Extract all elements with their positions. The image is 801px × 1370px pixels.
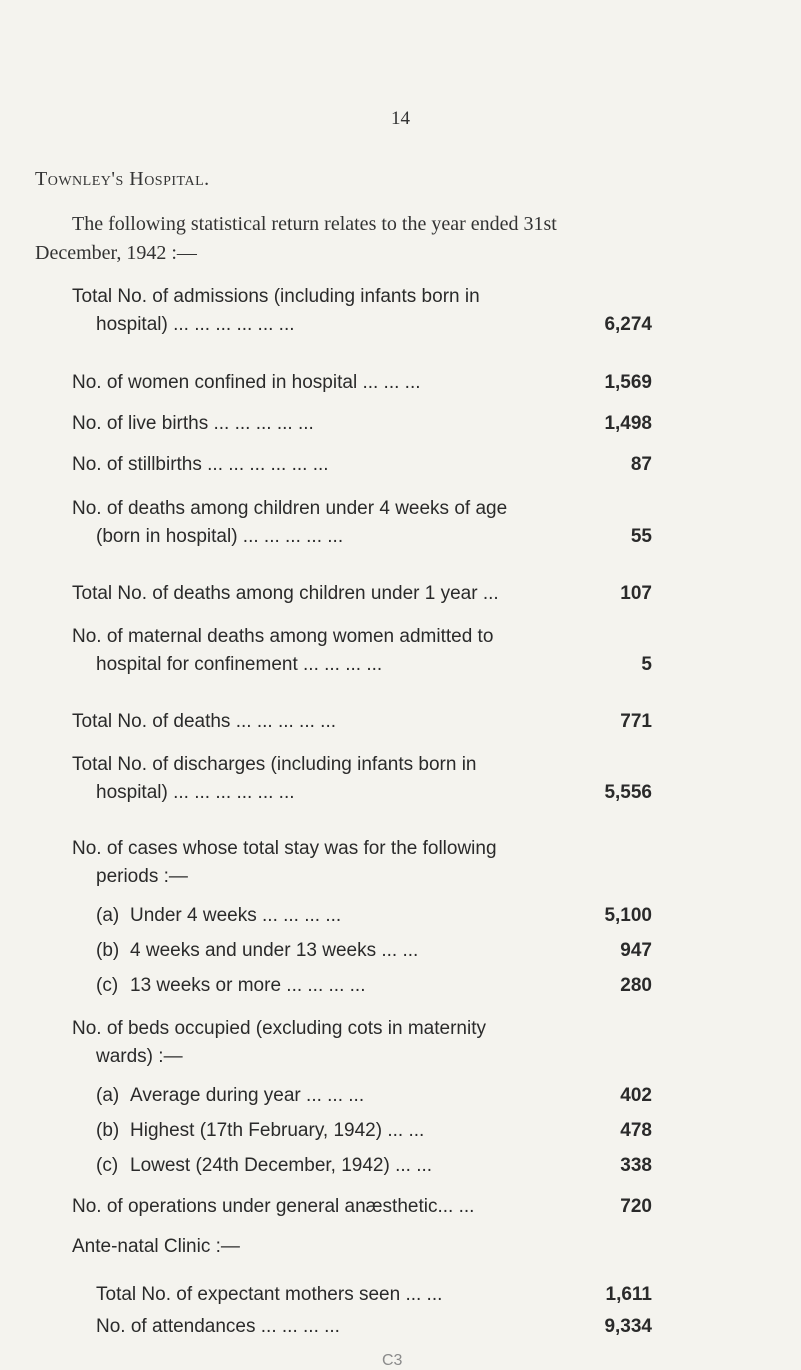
sub-letter: (b) <box>96 1120 120 1141</box>
stat-label: Total No. of deaths ... ... ... ... ... <box>72 711 337 732</box>
stat-label-cont: hospital) ... ... ... ... ... ... <box>96 314 295 335</box>
sub-letter: (a) <box>96 1085 120 1106</box>
stat-subrow <box>72 1082 652 1110</box>
sub-letter: (b) <box>96 940 120 961</box>
stat-row <box>72 751 652 807</box>
stat-label: Lowest (24th December, 1942) ... ... <box>130 1155 433 1176</box>
stat-row <box>72 283 652 339</box>
stat-row <box>72 1233 652 1261</box>
intro-line-2: December, 1942 :— <box>35 242 197 264</box>
stat-label: No. of live births ... ... ... ... ... <box>72 413 314 434</box>
sub-letter: (c) <box>96 1155 119 1176</box>
stat-value: 771 <box>620 711 652 732</box>
stat-row <box>72 708 652 736</box>
signature-mark: C3 <box>382 1352 403 1369</box>
stat-label-cont: (born in hospital) ... ... ... ... ... <box>96 526 344 547</box>
stat-row <box>72 580 652 608</box>
stat-label: No. of operations under general anæsthetic... ... <box>72 1196 475 1217</box>
stat-label: No. of stillbirths ... ... ... ... ... ... <box>72 454 329 475</box>
stat-subrow <box>72 972 652 1000</box>
stat-value: 947 <box>620 940 652 961</box>
stat-subrow <box>72 1152 652 1180</box>
page-number: 14 <box>391 108 410 129</box>
stat-value: 478 <box>620 1120 652 1141</box>
stat-label: No. of women confined in hospital ... ... ... <box>72 372 421 393</box>
stat-subrow <box>72 902 652 930</box>
stat-label: No. of attendances ... ... ... ... <box>96 1316 340 1337</box>
stat-label-cont: wards) :— <box>96 1046 183 1067</box>
stat-row <box>72 1281 652 1309</box>
stat-label: Total No. of admissions (including infants born in <box>72 286 480 307</box>
stat-label: No. of beds occupied (excluding cots in maternity <box>72 1018 486 1039</box>
stat-value: 338 <box>620 1155 652 1176</box>
stat-label: No. of cases whose total stay was for the following <box>72 838 497 859</box>
stat-value: 1,569 <box>604 372 652 393</box>
sub-letter: (c) <box>96 975 119 996</box>
stat-value: 720 <box>620 1196 652 1217</box>
sub-letter: (a) <box>96 905 120 926</box>
stat-row <box>72 451 652 479</box>
stat-value: 107 <box>620 583 652 604</box>
stat-label: Ante-natal Clinic :— <box>72 1236 240 1257</box>
section-heading: Townley's Hospital. <box>35 168 210 190</box>
stat-label: No. of maternal deaths among women admitted to <box>72 626 494 647</box>
stat-label: 13 weeks or more ... ... ... ... <box>130 975 366 996</box>
stat-label: Highest (17th February, 1942) ... ... <box>130 1120 425 1141</box>
stat-value: 87 <box>630 454 652 475</box>
intro-line-1: The following statistical return relates to the year ended 31st <box>72 213 557 235</box>
stat-value: 280 <box>620 975 652 996</box>
stat-label: Total No. of deaths among children under 1 year ... <box>72 583 499 604</box>
stat-label: Total No. of expectant mothers seen ... ... <box>96 1284 443 1305</box>
stat-value: 1,498 <box>604 413 652 434</box>
stat-label-cont: hospital for confinement ... ... ... ... <box>96 654 383 675</box>
stat-value: 5 <box>641 654 652 675</box>
intro-paragraph <box>35 210 755 268</box>
stat-row <box>72 495 652 551</box>
stat-row <box>72 623 652 679</box>
stat-value: 1,611 <box>605 1284 652 1305</box>
stat-row <box>72 1193 652 1221</box>
stat-value: 402 <box>620 1085 652 1106</box>
stat-label: Total No. of discharges (including infants born in <box>72 754 477 775</box>
stat-label: 4 weeks and under 13 weeks ... ... <box>130 940 419 961</box>
stat-label: Under 4 weeks ... ... ... ... <box>130 905 342 926</box>
stat-value: 6,274 <box>604 314 652 335</box>
stat-subrow <box>72 937 652 965</box>
stat-row <box>72 410 652 438</box>
stat-value: 55 <box>630 526 652 547</box>
stat-subrow <box>72 1117 652 1145</box>
stat-value: 5,556 <box>604 782 652 803</box>
stat-label-cont: periods :— <box>96 866 188 887</box>
stat-label: No. of deaths among children under 4 weeks of age <box>72 498 508 519</box>
stat-row <box>72 1313 652 1341</box>
stat-row <box>72 369 652 397</box>
stat-label-cont: hospital) ... ... ... ... ... ... <box>96 782 295 803</box>
stat-row <box>72 835 652 891</box>
stat-label: Average during year ... ... ... <box>130 1085 365 1106</box>
stat-value: 9,334 <box>604 1316 652 1337</box>
stat-row <box>72 1015 652 1071</box>
stat-value: 5,100 <box>604 905 652 926</box>
